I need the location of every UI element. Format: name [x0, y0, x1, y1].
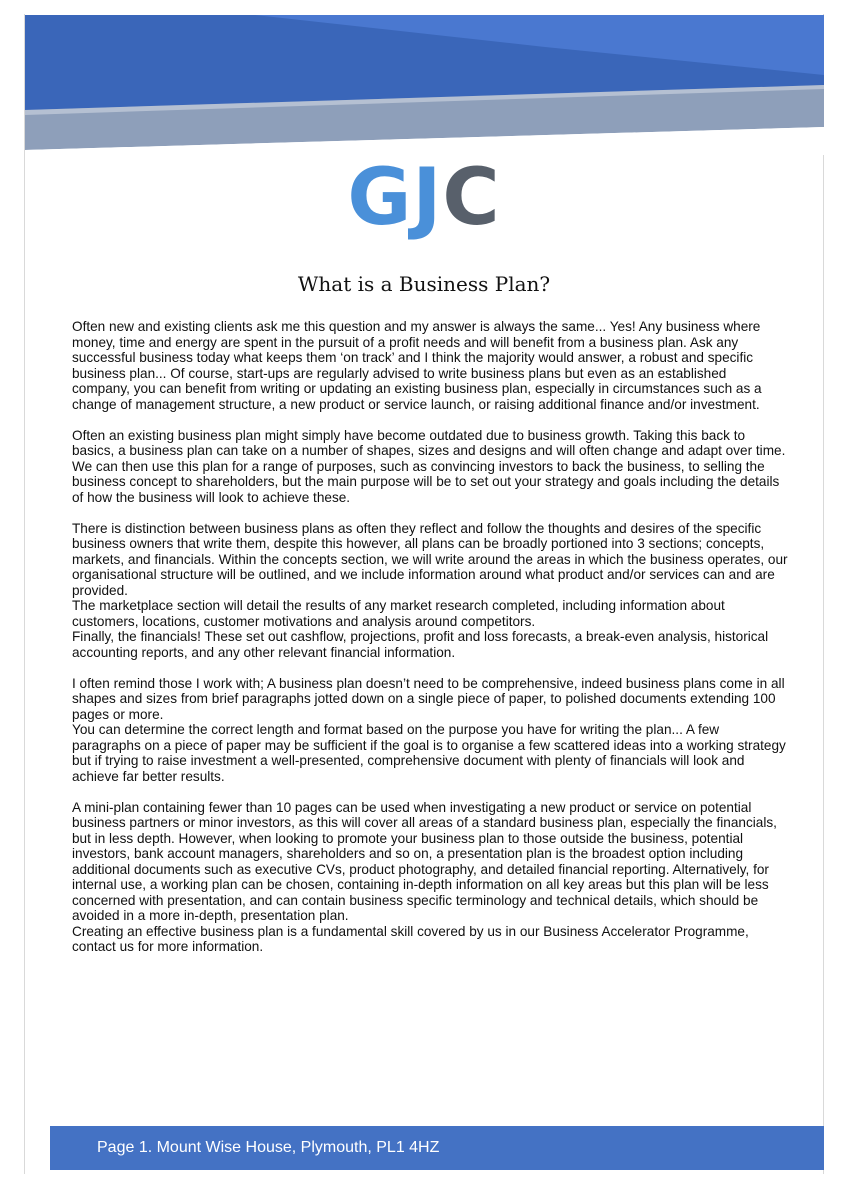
logo-letters-gj: GJ [347, 153, 443, 243]
paragraph: Finally, the financials! These set out cashflow, projections, profit and loss forecasts, a break-even analysis, historical accounting reports, and any other relevant financial information. [72, 629, 769, 660]
paragraph: Often new and existing clients ask me this question and my answer is always the same... Yes! Any business where money, time and energy are spent in the pursuit of a profit needs and will benefit from a business plan. Ask any successful business today what keeps them ‘on track’ and I think the majority would answer, a robust and specific business plan... Of course, start-ups are regularly advised to write business plans but even as an established company, you can benefit from writing or updating an existing business plan, especially in circumstances such as a change of management structure, a new product or service launch, or raising additional finance and/or investment. [72, 319, 762, 412]
page-title: What is a Business Plan? [297, 272, 551, 296]
company-logo [0, 153, 848, 243]
document-body [72, 319, 788, 955]
paragraph: The marketplace section will detail the results of any market research completed, including information about customers, locations, customer motivations and analysis around competitors. [72, 598, 725, 629]
paragraph: You can determine the correct length and format based on the purpose you have for writing the plan... A few paragraphs on a piece of paper may be sufficient if the goal is to organise a few scattered ideas into a working strategy but if trying to raise investment a well-presented, comprehensive document with plenty of financials will look and achieve far better results. [72, 722, 786, 784]
footer-bar [50, 1126, 824, 1170]
paragraph: I often remind those I work with; A business plan doesn’t need to be comprehensive, indeed business plans come in all shapes and sizes from brief paragraphs jotted down on a single piece of paper, to polished documents extending 100 pages or more. [72, 675, 785, 722]
header-banner-graphic [25, 15, 824, 155]
paragraph: Often an existing business plan might simply have become outdated due to business growth. Taking this back to basics, a business plan can take on a number of shapes, sizes and designs and will often change and adapt over time. We can then use this plan for a range of purposes, such as convincing investors to back the business, to selling the business concept to shareholders, but the main purpose will be to set out your strategy and goals including the details of how the business will look to achieve these. [72, 427, 786, 505]
paragraph: Creating an effective business plan is a fundamental skill covered by us in our Business Accelerator Programme, contact us for more information. [72, 923, 749, 954]
logo-letter-c: C [442, 153, 501, 243]
footer-address: Page 1. Mount Wise House, Plymouth, PL1 4HZ [97, 1139, 440, 1156]
paragraph: There is distinction between business plans as often they reflect and follow the thoughts and desires of the specific business owners that write them, despite this however, all plans can be broadly portioned into 3 sections; concepts, markets, and financials. Within the concepts section, we will write around the areas in which the business operates, our organisational structure will be outlined, and we include information around what product and/or services can and are provided. [72, 520, 788, 598]
paragraph: A mini-plan containing fewer than 10 pages can be used when investigating a new product or service on potential business partners or minor investors, as this will cover all areas of a standard business plan, especially the financials, but in less depth. However, when looking to promote your business plan to those outside the business, potential investors, bank account managers, shareholders and so on, a presentation plan is the broadest option including additional documents such as executive CVs, product photography, and detailed financial reporting. Alternatively, for internal use, a working plan can be chosen, containing in-depth information on all key areas but this plan will be less concerned with presentation, and can contain business specific terminology and technical details, which should be avoided in a more in-depth, presentation plan. [72, 799, 777, 923]
